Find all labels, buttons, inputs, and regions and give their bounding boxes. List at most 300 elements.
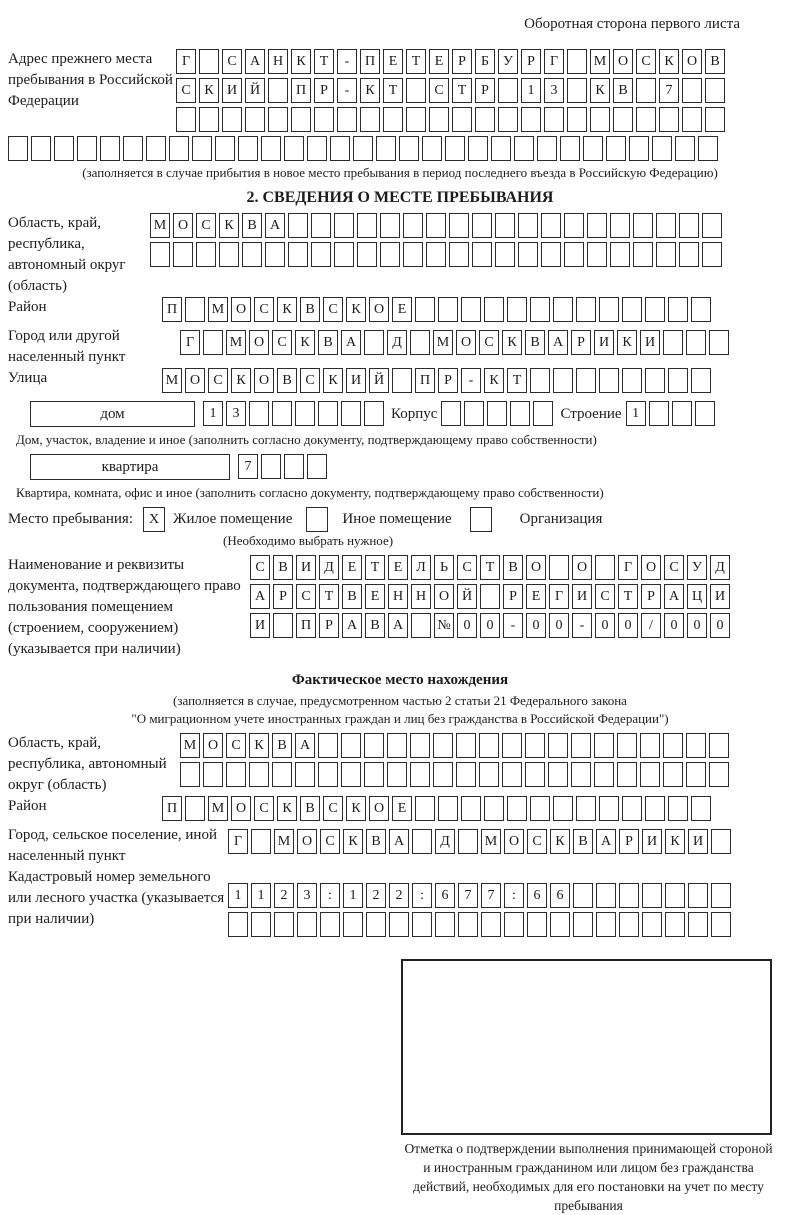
- char-cell: Г: [176, 49, 196, 74]
- char-cell: О: [682, 49, 702, 74]
- char-cell: [479, 762, 499, 787]
- char-cell: 1: [343, 883, 363, 908]
- char-cell: [633, 213, 653, 238]
- char-cell: О: [185, 368, 205, 393]
- char-cell: [498, 78, 518, 103]
- char-cell: [387, 733, 407, 758]
- char-cell: М: [208, 796, 228, 821]
- char-cell: С: [323, 796, 343, 821]
- char-cell: [410, 330, 430, 355]
- char-cell: Р: [314, 78, 334, 103]
- char-cell: С: [323, 297, 343, 322]
- char-cell: И: [346, 368, 366, 393]
- char-cell: К: [484, 368, 504, 393]
- char-cell: [510, 401, 530, 426]
- char-cell: [619, 912, 639, 937]
- char-cell: И: [296, 555, 316, 580]
- char-cell: [560, 136, 580, 161]
- char-cell: [629, 136, 649, 161]
- char-cell: [318, 733, 338, 758]
- char-cell: [640, 762, 660, 787]
- char-cell: А: [250, 584, 270, 609]
- char-cell: [553, 297, 573, 322]
- char-cell: [265, 242, 285, 267]
- char-cell: Т: [365, 555, 385, 580]
- char-cell: [343, 912, 363, 937]
- stay-type-checkbox-residential: X: [143, 507, 165, 532]
- char-cell: К: [665, 829, 685, 854]
- char-cell: [268, 107, 288, 132]
- char-cell: К: [249, 733, 269, 758]
- apartment-box-label: квартира: [30, 454, 230, 480]
- char-cell: П: [162, 796, 182, 821]
- char-cell: И: [250, 613, 270, 638]
- char-cell: В: [525, 330, 545, 355]
- char-cell: [656, 213, 676, 238]
- char-cell: [702, 213, 722, 238]
- stamp-box: [401, 959, 772, 1135]
- char-cell: Р: [475, 78, 495, 103]
- char-cell: [406, 107, 426, 132]
- district-label: Район: [8, 299, 47, 315]
- char-cell: С: [457, 555, 477, 580]
- char-cell: [203, 762, 223, 787]
- char-cell: О: [231, 796, 251, 821]
- house-caption: Дом, участок, владение и иное (заполнить согласно документу, подтверждающему право собственности): [16, 432, 597, 447]
- char-cell: [360, 107, 380, 132]
- char-cell: [318, 401, 338, 426]
- prev-address-row-3: [176, 107, 728, 133]
- char-cell: [698, 136, 718, 161]
- char-cell: [364, 401, 384, 426]
- char-cell: М: [226, 330, 246, 355]
- char-cell: [622, 796, 642, 821]
- char-cell: [573, 883, 593, 908]
- char-cell: [549, 555, 569, 580]
- char-cell: [288, 242, 308, 267]
- char-cell: 1: [251, 883, 271, 908]
- char-cell: [665, 883, 685, 908]
- char-cell: [403, 213, 423, 238]
- char-cell: 0: [618, 613, 638, 638]
- char-cell: М: [433, 330, 453, 355]
- char-cell: М: [590, 49, 610, 74]
- char-cell: [622, 368, 642, 393]
- char-cell: Т: [480, 555, 500, 580]
- char-cell: Е: [342, 555, 362, 580]
- char-cell: У: [687, 555, 707, 580]
- char-cell: В: [318, 330, 338, 355]
- char-cell: [599, 368, 619, 393]
- char-cell: [461, 297, 481, 322]
- char-cell: [576, 368, 596, 393]
- char-cell: Е: [365, 584, 385, 609]
- char-cell: [596, 883, 616, 908]
- char-cell: [642, 883, 662, 908]
- char-cell: [274, 912, 294, 937]
- char-cell: [311, 242, 331, 267]
- char-cell: А: [548, 330, 568, 355]
- char-cell: -: [572, 613, 592, 638]
- char-cell: Д: [319, 555, 339, 580]
- char-cell: И: [640, 330, 660, 355]
- char-cell: [261, 454, 281, 479]
- char-cell: [691, 796, 711, 821]
- char-cell: В: [300, 297, 320, 322]
- char-cell: А: [341, 330, 361, 355]
- document-row-3: [250, 613, 733, 639]
- char-cell: П: [415, 368, 435, 393]
- char-cell: [573, 912, 593, 937]
- stroenie-label: Строение: [560, 406, 622, 422]
- char-cell: [537, 136, 557, 161]
- char-cell: [484, 297, 504, 322]
- char-cell: Т: [618, 584, 638, 609]
- char-cell: [576, 297, 596, 322]
- char-cell: [353, 136, 373, 161]
- char-cell: [268, 78, 288, 103]
- char-cell: [226, 762, 246, 787]
- char-cell: [514, 136, 534, 161]
- char-cell: [679, 242, 699, 267]
- char-cell: С: [296, 584, 316, 609]
- char-cell: [475, 107, 495, 132]
- char-cell: 1: [203, 401, 223, 426]
- house-cells: [203, 401, 387, 427]
- char-cell: 7: [481, 883, 501, 908]
- char-cell: -: [337, 49, 357, 74]
- char-cell: 0: [687, 613, 707, 638]
- char-cell: [521, 107, 541, 132]
- char-cell: С: [664, 555, 684, 580]
- char-cell: [695, 401, 715, 426]
- char-cell: [176, 107, 196, 132]
- char-cell: [458, 912, 478, 937]
- char-cell: [709, 733, 729, 758]
- char-cell: [185, 796, 205, 821]
- char-cell: [599, 297, 619, 322]
- char-cell: 0: [526, 613, 546, 638]
- stay-type-option-other: Иное помещение: [342, 511, 452, 527]
- cadastral-block: [8, 867, 792, 941]
- char-cell: С: [250, 555, 270, 580]
- char-cell: [180, 762, 200, 787]
- char-cell: К: [502, 330, 522, 355]
- char-cell: У: [498, 49, 518, 74]
- char-cell: [567, 107, 587, 132]
- char-cell: [376, 136, 396, 161]
- char-cell: [688, 883, 708, 908]
- char-cell: [150, 242, 170, 267]
- char-cell: [663, 733, 683, 758]
- char-cell: [617, 762, 637, 787]
- stroenie-cells: [626, 401, 718, 427]
- char-cell: [169, 136, 189, 161]
- char-cell: [458, 829, 478, 854]
- char-cell: [675, 136, 695, 161]
- prev-address-row-2: [176, 78, 728, 104]
- char-cell: [672, 401, 692, 426]
- char-cell: С: [320, 829, 340, 854]
- char-cell: [272, 401, 292, 426]
- char-cell: О: [572, 555, 592, 580]
- char-cell: Г: [549, 584, 569, 609]
- char-cell: [518, 213, 538, 238]
- fact-city-row: [228, 829, 734, 855]
- apartment-row: [8, 454, 792, 483]
- cadastral-row-1: [228, 883, 734, 909]
- char-cell: [410, 762, 430, 787]
- char-cell: [495, 242, 515, 267]
- char-cell: В: [273, 555, 293, 580]
- char-cell: [595, 555, 615, 580]
- char-cell: [100, 136, 120, 161]
- char-cell: [399, 136, 419, 161]
- char-cell: [590, 107, 610, 132]
- char-cell: 0: [710, 613, 730, 638]
- char-cell: [318, 762, 338, 787]
- char-cell: 1: [521, 78, 541, 103]
- char-cell: С: [429, 78, 449, 103]
- char-cell: [146, 136, 166, 161]
- char-cell: [320, 912, 340, 937]
- char-cell: [502, 733, 522, 758]
- char-cell: Р: [438, 368, 458, 393]
- char-cell: [8, 136, 28, 161]
- char-cell: [341, 733, 361, 758]
- char-cell: 7: [458, 883, 478, 908]
- char-cell: О: [456, 330, 476, 355]
- char-cell: [364, 330, 384, 355]
- char-cell: В: [573, 829, 593, 854]
- char-cell: [464, 401, 484, 426]
- char-cell: [645, 368, 665, 393]
- house-box-label: дом: [30, 401, 195, 427]
- char-cell: Ь: [434, 555, 454, 580]
- char-cell: [688, 912, 708, 937]
- char-cell: [613, 107, 633, 132]
- char-cell: №: [434, 613, 454, 638]
- char-cell: 1: [228, 883, 248, 908]
- fact-district-block: [8, 796, 792, 825]
- char-cell: Т: [319, 584, 339, 609]
- document-row-1: [250, 555, 733, 581]
- char-cell: [415, 796, 435, 821]
- char-cell: [295, 762, 315, 787]
- char-cell: Р: [641, 584, 661, 609]
- district-row: [162, 297, 714, 323]
- char-cell: С: [196, 213, 216, 238]
- actual-location-caption-1: (заполняется в случае, предусмотренном частью 2 статьи 21 Федерального закона: [173, 693, 627, 708]
- fact-district-label: Район: [8, 798, 47, 814]
- char-cell: [527, 912, 547, 937]
- char-cell: [196, 242, 216, 267]
- char-cell: К: [219, 213, 239, 238]
- char-cell: [502, 762, 522, 787]
- prev-address-rows: [176, 49, 728, 136]
- char-cell: [507, 796, 527, 821]
- char-cell: Р: [503, 584, 523, 609]
- char-cell: О: [231, 297, 251, 322]
- char-cell: [449, 242, 469, 267]
- char-cell: В: [272, 733, 292, 758]
- char-cell: [383, 107, 403, 132]
- char-cell: Б: [475, 49, 495, 74]
- char-cell: 0: [549, 613, 569, 638]
- char-cell: [636, 78, 656, 103]
- char-cell: [711, 912, 731, 937]
- char-cell: Е: [526, 584, 546, 609]
- char-cell: [295, 401, 315, 426]
- char-cell: [242, 242, 262, 267]
- char-cell: [456, 733, 476, 758]
- char-cell: [284, 136, 304, 161]
- char-cell: [541, 213, 561, 238]
- char-cell: [495, 213, 515, 238]
- char-cell: [530, 297, 550, 322]
- stay-type-option-organization: Организация: [519, 511, 603, 527]
- char-cell: [550, 912, 570, 937]
- char-cell: И: [594, 330, 614, 355]
- char-cell: [452, 107, 472, 132]
- char-cell: [679, 213, 699, 238]
- char-cell: Й: [457, 584, 477, 609]
- char-cell: [686, 762, 706, 787]
- char-cell: М: [162, 368, 182, 393]
- char-cell: [203, 330, 223, 355]
- char-cell: С: [254, 297, 274, 322]
- char-cell: [649, 401, 669, 426]
- char-cell: 2: [366, 883, 386, 908]
- char-cell: [507, 297, 527, 322]
- char-cell: И: [642, 829, 662, 854]
- char-cell: К: [617, 330, 637, 355]
- prev-address-label: Адрес прежнего места пребывания в Российской Федерации: [8, 51, 173, 109]
- char-cell: Р: [571, 330, 591, 355]
- char-cell: [711, 883, 731, 908]
- char-cell: К: [343, 829, 363, 854]
- char-cell: В: [242, 213, 262, 238]
- char-cell: [445, 136, 465, 161]
- apartment-caption: Квартира, комната, офис и иное (заполнить согласно документу, подтверждающему право собственности): [16, 485, 604, 500]
- char-cell: [606, 136, 626, 161]
- char-cell: 0: [595, 613, 615, 638]
- char-cell: С: [222, 49, 242, 74]
- char-cell: [410, 733, 430, 758]
- char-cell: [411, 613, 431, 638]
- char-cell: [663, 330, 683, 355]
- char-cell: [389, 912, 409, 937]
- char-cell: С: [272, 330, 292, 355]
- char-cell: К: [295, 330, 315, 355]
- region-block: [8, 213, 792, 297]
- char-cell: [599, 796, 619, 821]
- region-label: Область, край, республика, автономный округ (область): [8, 215, 126, 294]
- char-cell: [307, 136, 327, 161]
- char-cell: А: [295, 733, 315, 758]
- char-cell: [219, 242, 239, 267]
- char-cell: В: [365, 613, 385, 638]
- char-cell: М: [481, 829, 501, 854]
- char-cell: [541, 242, 561, 267]
- char-cell: [468, 136, 488, 161]
- region-row-2: [150, 242, 725, 268]
- char-cell: К: [590, 78, 610, 103]
- char-cell: [645, 796, 665, 821]
- fact-region-block: [8, 733, 792, 796]
- char-cell: [525, 762, 545, 787]
- char-cell: 1: [626, 401, 646, 426]
- char-cell: Е: [392, 297, 412, 322]
- char-cell: [334, 213, 354, 238]
- char-cell: [192, 136, 212, 161]
- char-cell: [334, 242, 354, 267]
- char-cell: [456, 762, 476, 787]
- char-cell: [530, 368, 550, 393]
- char-cell: О: [504, 829, 524, 854]
- char-cell: [705, 107, 725, 132]
- char-cell: [185, 297, 205, 322]
- cadastral-label: Кадастровый номер земельного или лесного участка (указывается при наличии): [8, 869, 225, 927]
- char-cell: [261, 136, 281, 161]
- char-cell: В: [705, 49, 725, 74]
- char-cell: [645, 297, 665, 322]
- char-cell: К: [277, 796, 297, 821]
- char-cell: [238, 136, 258, 161]
- char-cell: [686, 330, 706, 355]
- char-cell: [415, 297, 435, 322]
- char-cell: С: [208, 368, 228, 393]
- char-cell: [199, 49, 219, 74]
- char-cell: [583, 136, 603, 161]
- char-cell: [564, 242, 584, 267]
- char-cell: П: [296, 613, 316, 638]
- char-cell: [656, 242, 676, 267]
- stay-type-option-residential: Жилое помещение: [173, 511, 293, 527]
- char-cell: [472, 242, 492, 267]
- district-block: [8, 297, 792, 326]
- char-cell: [357, 242, 377, 267]
- char-cell: 6: [435, 883, 455, 908]
- char-cell: 0: [480, 613, 500, 638]
- char-cell: [587, 213, 607, 238]
- korpus-label: Корпус: [391, 406, 438, 422]
- char-cell: Р: [619, 829, 639, 854]
- char-cell: [663, 762, 683, 787]
- char-cell: [249, 401, 269, 426]
- char-cell: [173, 242, 193, 267]
- document-row-2: [250, 584, 733, 610]
- char-cell: Г: [180, 330, 200, 355]
- char-cell: [245, 107, 265, 132]
- char-cell: И: [222, 78, 242, 103]
- char-cell: Д: [710, 555, 730, 580]
- char-cell: [380, 242, 400, 267]
- char-cell: [518, 242, 538, 267]
- char-cell: [228, 912, 248, 937]
- char-cell: К: [550, 829, 570, 854]
- char-cell: [617, 733, 637, 758]
- char-cell: :: [320, 883, 340, 908]
- char-cell: [392, 368, 412, 393]
- char-cell: [364, 762, 384, 787]
- char-cell: [665, 912, 685, 937]
- char-cell: Н: [268, 49, 288, 74]
- stay-type-checkbox-organization: [470, 507, 492, 532]
- char-cell: [553, 368, 573, 393]
- prev-address-row-4: [8, 136, 792, 162]
- char-cell: [54, 136, 74, 161]
